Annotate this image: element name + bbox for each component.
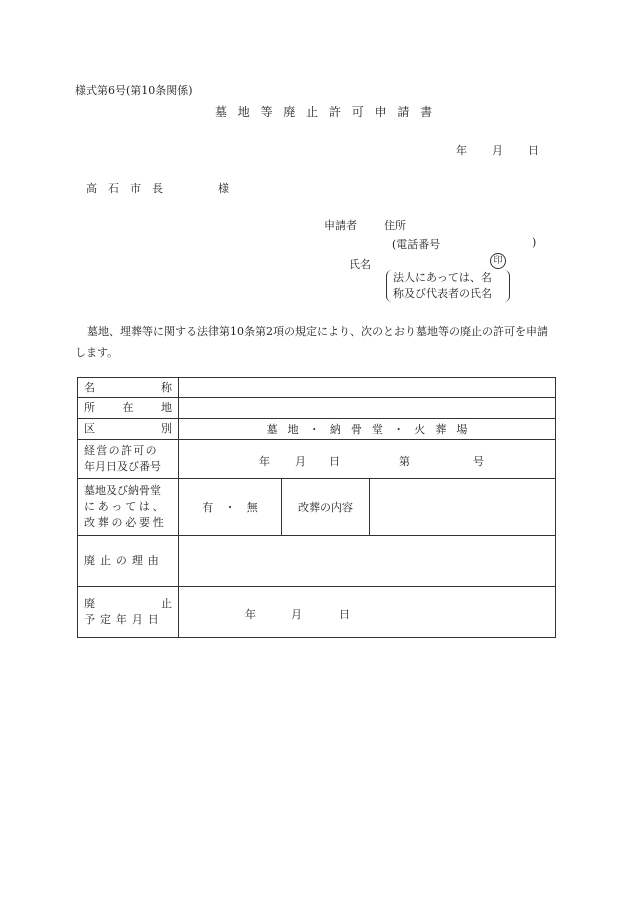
reburial-label-line2: にあっては、 xyxy=(84,500,167,513)
addressee-name: 高石市長 xyxy=(86,182,174,195)
document-title: 墓地等廃止許可申請書 xyxy=(214,105,443,119)
abolition-label-line2: 予定年月日 xyxy=(84,613,164,626)
abolition-date-row-label xyxy=(78,587,179,638)
body-text: 墓地、埋葬等に関する法律第10条第2項の規定により、次のとおり墓地等の廃止の許可を申請します。 xyxy=(75,325,548,359)
corporate-note xyxy=(386,270,510,302)
reason-label: 廃止の理由 xyxy=(84,554,164,567)
address-label: 住所 xyxy=(384,219,406,232)
location-row-label xyxy=(78,398,179,419)
name-row-label xyxy=(78,378,179,398)
reburial-row-label xyxy=(78,479,179,536)
label-char: 区 xyxy=(84,422,95,435)
label-char: 称 xyxy=(161,380,172,394)
form-number: 様式第6号(第10条関係) xyxy=(75,84,193,97)
label-char: 所 xyxy=(84,401,95,414)
reburial-detail-label: 改葬の内容 xyxy=(298,501,353,514)
date-day-label: 日 xyxy=(528,144,539,157)
reason-row-label xyxy=(78,536,179,587)
license-day-label: 日 xyxy=(329,455,340,468)
label-char: 止 xyxy=(161,597,172,610)
reburial-detail-value-cell[interactable] xyxy=(370,479,556,536)
label-char: 廃 xyxy=(84,597,95,610)
location-value-cell[interactable] xyxy=(179,398,556,419)
license-no-suffix: 号 xyxy=(473,455,484,468)
category-value-cell[interactable] xyxy=(179,419,556,440)
name-label: 氏名 xyxy=(349,258,371,271)
license-no-prefix: 第 xyxy=(399,455,410,468)
seal-mark: 印 xyxy=(490,253,506,269)
label-char: 地 xyxy=(161,401,172,414)
license-month-label: 月 xyxy=(295,455,306,468)
corporate-note-line1: 法人にあっては、名 xyxy=(393,271,492,284)
label-char: 別 xyxy=(161,422,172,435)
reason-value-cell[interactable] xyxy=(179,536,556,587)
abolition-day-label: 日 xyxy=(339,608,350,621)
category-options: 墓 地 ・ 納 骨 堂 ・ 火 葬 場 xyxy=(266,423,468,436)
addressee-honorific: 様 xyxy=(218,182,229,195)
abolition-year-label: 年 xyxy=(245,608,256,621)
abolition-date-value-cell[interactable] xyxy=(179,587,556,638)
reburial-necessity-cell[interactable] xyxy=(179,479,282,536)
license-label-line2: 年月日及び番号 xyxy=(84,460,161,473)
abolition-month-label: 月 xyxy=(291,608,302,621)
phone-label: (電話番号 xyxy=(392,238,441,251)
phone-close-paren: ) xyxy=(532,236,537,249)
license-row-label xyxy=(78,440,179,479)
reburial-label-line3: 改葬の必要性 xyxy=(84,516,167,529)
applicant-label: 申請者 xyxy=(324,219,357,232)
label-char: 名 xyxy=(84,380,95,394)
date-year-label: 年 xyxy=(456,144,467,157)
application-table xyxy=(77,377,556,638)
license-label-line1: 経営の許可の xyxy=(84,444,158,457)
license-value-cell[interactable] xyxy=(179,440,556,479)
reburial-label-line1: 墓地及び納骨堂 xyxy=(84,484,161,497)
category-row-label xyxy=(78,419,179,440)
reburial-detail-label-cell xyxy=(282,479,370,536)
license-year-label: 年 xyxy=(259,455,270,468)
name-value-cell[interactable] xyxy=(179,378,556,398)
reburial-options: 有 ・ 無 xyxy=(202,501,258,514)
label-char: 在 xyxy=(122,401,134,414)
date-month-label: 月 xyxy=(492,144,503,157)
corporate-note-line2: 称及び代表者の氏名 xyxy=(393,287,492,300)
